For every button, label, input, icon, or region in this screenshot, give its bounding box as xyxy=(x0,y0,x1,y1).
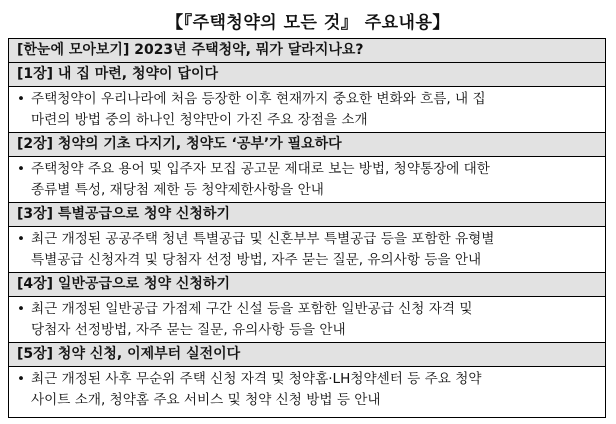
chapter-3-heading: [3장] 특별공급으로 청약 신청하기 xyxy=(9,203,605,227)
chapter-2-line-2: 종류별 특성, 재당첨 제한 등 청약제한사항을 안내 xyxy=(31,182,324,198)
chapter-3-line-2: 특별공급 신청자격 및 당첨자 선정 방법, 자주 묻는 질문, 유의사항 등을 안내 xyxy=(31,252,482,268)
contents-table xyxy=(8,38,606,418)
document-title: 【『주택청약의 모든 것』 주요내용】 xyxy=(166,13,450,33)
chapter-2-heading: [2장] 청약의 기초 다지기, 청약도 ‘공부’가 필요하다 xyxy=(9,133,605,157)
bullet-icon: • xyxy=(17,231,26,247)
chapter-5-line-1: 최근 개정된 사후 무순위 주택 신청 자격 및 청약홈·LH청약센터 등 주요 청약 xyxy=(31,371,482,387)
chapter-3-body xyxy=(9,227,605,273)
bullet-icon: • xyxy=(17,91,26,107)
chapter-4-line-2: 당첨자 선정방법, 자주 묻는 질문, 유의사항 등을 안내 xyxy=(31,322,346,338)
chapter-1-heading: [1장] 내 집 마련, 청약이 답이다 xyxy=(9,63,605,87)
chapter-2-line-1: 주택청약 주요 용어 및 입주자 모집 공고문 제대로 보는 방법, 청약통장에 대한 xyxy=(31,161,490,177)
chapter-5-body xyxy=(9,367,605,417)
chapter-5-line-2: 사이트 소개, 청약홈 주요 서비스 및 청약 신청 방법 등 안내 xyxy=(31,392,381,408)
chapter-2-body xyxy=(9,157,605,203)
chapter-5-heading: [5장] 청약 신청, 이제부터 실전이다 xyxy=(9,343,605,367)
overview-heading: [한눈에 모아보기] 2023년 주택청약, 뭐가 달라지나요? xyxy=(9,39,605,63)
chapter-1-body xyxy=(9,87,605,133)
chapter-4-line-1: 최근 개정된 일반공급 가점제 구간 신설 등을 포함한 일반공급 신청 자격 및 xyxy=(31,301,473,317)
chapter-4-body xyxy=(9,297,605,343)
chapter-4-heading: [4장] 일반공급으로 청약 신청하기 xyxy=(9,273,605,297)
chapter-1-line-1: 주택청약이 우리나라에 처음 등장한 이후 현재까지 중요한 변화와 흐름, 내 집 xyxy=(31,91,486,107)
chapter-1-line-2: 마련의 방법 중의 하나인 청약만이 가진 주요 장점을 소개 xyxy=(31,112,368,128)
bullet-icon: • xyxy=(17,161,26,177)
bullet-icon: • xyxy=(17,371,26,387)
chapter-3-line-1: 최근 개정된 공공주택 청년 특별공급 및 신혼부부 특별공급 등을 포함한 유형별 xyxy=(31,231,495,247)
bullet-icon: • xyxy=(17,301,26,317)
